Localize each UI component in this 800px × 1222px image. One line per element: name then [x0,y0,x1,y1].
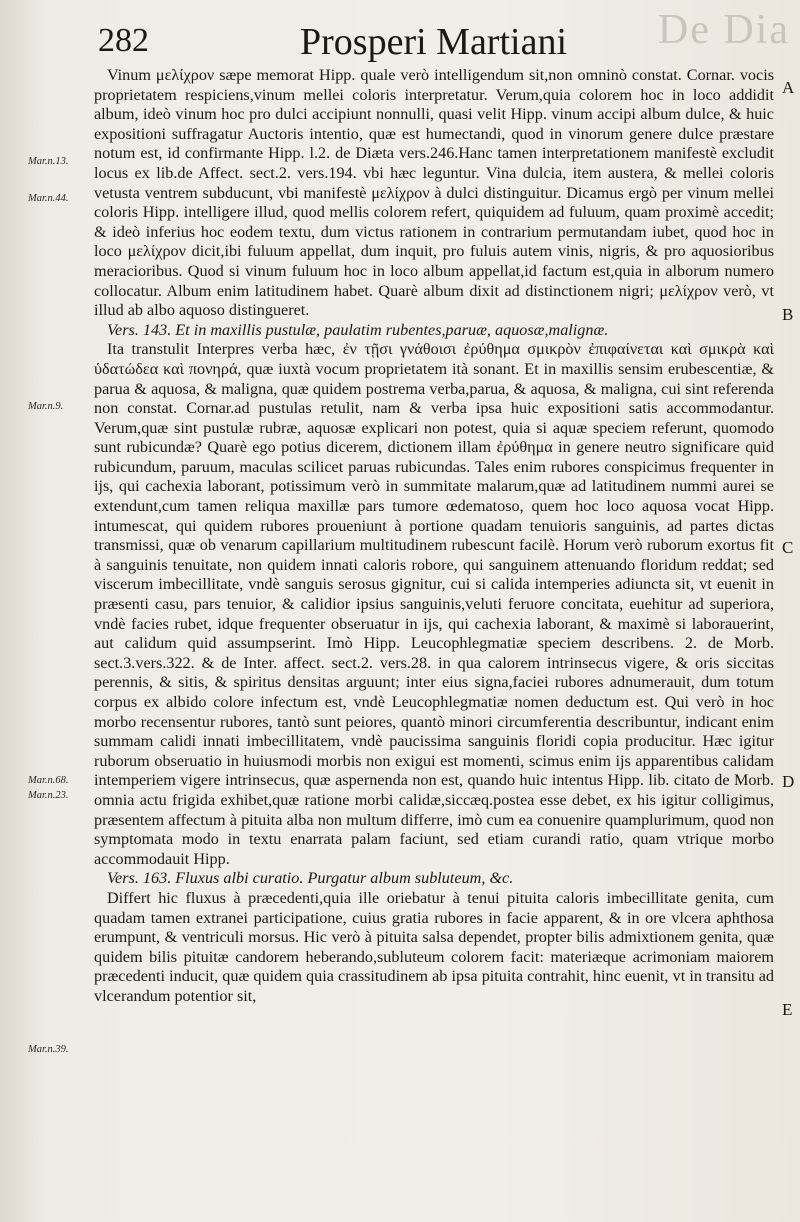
section-letter: E [782,1000,793,1019]
running-title: Prosperi Martiani [300,21,568,63]
bleed-through-ghost-title: De Dia [657,7,790,53]
verse-heading-163: Vers. 163. Fluxus albi curatio. Purgatur album subluteum, &c. [106,869,514,888]
margin-note: Mar.n.9. [28,401,64,412]
page-header [0,18,800,68]
margin-note: Mar.n.44. [28,193,69,204]
section-letter: D [782,772,795,791]
margin-note: Mar.n.68. [28,775,69,786]
margin-note: Mar.n.13. [28,156,69,167]
section-letter: B [782,305,794,324]
main-text [94,66,774,1007]
paragraph-ita-transtulit: Ita transtulit Interpres verba hæc, ἐν τῇσι γνάθοισι ἐρύθημα σμικρὸν ἐπιφαίνεται καὶ σμικρὰ καὶ ὑδατώδεα καὶ πονηρά, quæ iuxtà vocum proprietatem ità sonant. Et in maxillis sensim erubescentiæ, & parua & aquosa, & maligna, quæ quidem postrema verba,parua, & aquosa, & maligna, cui sint referenda non constat. Cornar.ad pustulas retulit, nam & verba ipsa huic expositioni satis accommodantur. Verum,quæ sint pustulæ rubræ, aquosæ explicari non potest, quia si aquæ speciem referunt, quomodo sunt rubicundæ? Quarè ego potius dicerem, dictionem illam ἐρύθημα in genere neutro significare quid rubicundum, paruum, maculas scilicet paruas rubicundas. Tales enim rubores conspicimus frequenter in ijs, qui cachexia laborant, potissimum verò in summitate malarum,quæ ad latitudinem nummi aurei se extendunt,cum tamen reliqua maxillæ pars tumore œdematoso, quem hoc loco aquosa vocat Hipp. intumescat, qui quidem rubores proueniunt à portione quadam tenuioris sanguinis, ad partes dictas transmissi, quæ ob venarum capillarium multitudinem rubescunt facilè. Horum verò ruborum exortus fit à sanguinis tenuitate, non quidem innati caloris robore, qui sanguinem attenuando floridum reddat; sed viscerum imbecillitate, vndè sanguis serosus gignitur, cui si calida intemperies adiuncta sit, vt euenit in præsenti casu, pars tenuior, & calidior ipsius sanguinis,veluti feruore concitata, euehitur ad superiora, vndè facies rubet, idque frequenter obseruatur in ijs, qui cachexia laborant, & maximè si laborauerint, aut calidum quid assumpserint. Imò Hipp. Leucophlegmatiæ speciem describens. 2. de Morb. sect.3.vers.322. & de Inter. affect. sect.2. vers.28. in qua calorem intrinsecus vigere, & oris siccitas perennis, & sitis, & spiritus densitas arguunt; inter eius signa,faciei rubores adnumerauit, dum totum corpus ex albido colore infectum est, vndè Leucophlegmatiæ nomen deductum est. Qui verò in hoc morbo recensentur rubores, tantò sunt peiores, quantò minori circumferentia describuntur, indicant enim summam calidi innati imbecillitatem, vndè paucissima sanguinis floridi copia producitur. Hæc igitur ruborum obseruatio in huiusmodi morbis non exigui est momenti, scimus enim ijs apparentibus calidam intemperiem vigere intrinsecus, quæ aspernenda non est, quando huic intentus Hipp. lib. citato de Morb. omnia actu frigida exhibet,quæ ratione morbi calidæ,siccæq.postea esse debet, ex his igitur colligimus, præsentem affectum à pituita alba non multum differre, imò cum ea conuenire quamplurimum, quod non symptomata modo in textu enarrata palam faciunt, sed etiam curandi ratio, quam vtrique morbo accommodauit Hipp. [94,340,774,868]
paragraph-differt: Differt hic fluxus à præcedenti,quia ille oriebatur à tenui pituita caloris imbecillitate genita, cum quadam tamen extranei participatione, cuius gratia rubores in facie apparent, & in ore vlcera aphthosa erumpunt, & ventriculi morsus. Hic verò à pituita salsa dependet, propter bilis admixtionem genita, quæ quidem bilis pituitæ candorem heberando,subluteum colorem facit: materiæque acrimoniam maiorem præcedenti inducit, quæ quidem quia crassitudinem ab ipsa pituita contrahit, hinc euenit, vt in transitu ad vlcerandum potentior sit, [94,888,774,1005]
verse-heading-143: Vers. 143. Et in maxillis pustulæ, paulatim rubentes,paruæ, aquosæ,malignæ. [106,320,609,339]
page-number: 282 [98,22,149,59]
paragraph-vinum: Vinum μελίχρον sæpe memorat Hipp. quale verò intelligendum sit,non omninò constat. Cornar. vocis proprietatem respiciens,vinum mellei coloris interpretatur. Verum,quia colorem hoc in loco addidit album, ideò vinum hoc pro dulci accipiunt nonnulli, quasi velit Hipp. vinum accipi album dulce, & huic expositioni suffragatur Auctoris intentio, quæ est humectandi, quod in vinorum genere dulce præstare notum est, id confirmante Hipp. l.2. de Diæta vers.246.Hanc tamen interpretationem manifestè excludit locus ex lib.de Affect. sect.2. vers.194. vbi hæc leguntur. Vina dulcia, item austera, & mellei coloris vetusta ventrem subducunt, vbi manifestè μελίχρον à dulci distinguitur. Dicamus ergò per vinum mellei coloris Hipp. intelligere illud, quod mellis colorem refert, quiquidem ad fuluum, quam proximè accedit; & ideò inferius hoc eodem textu, dum victus rationem in contrarium permutandam iubet, quod hoc in loco μελίχρον dicit,ibi fuluum appellat, dum inquit, pro fuluis autem vinis, nigris, & pro aquosioribus meracioribus. Quod si vinum fuluum hoc in loco album appellat,id factum est,quia in alborum numero collocatur. Album enim latitudinem habet. Quarè album dixit ad distinctionem nigri; μελίχρον verò, vt illud ab albo aquoso distingueret. [94,66,774,320]
section-letter: A [782,78,795,97]
margin-note: Mar.n.23. [28,790,69,801]
margin-note: Mar.n.39. [28,1044,69,1055]
section-letter: C [782,538,794,557]
